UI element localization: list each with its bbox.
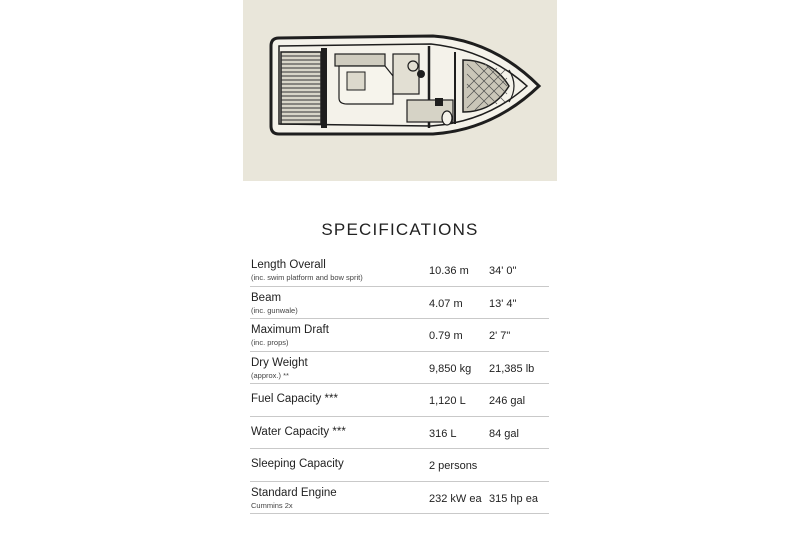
- spec-metric-value: 10.36 m: [429, 265, 469, 277]
- spec-label: Maximum Draft: [251, 324, 329, 336]
- spec-metric-value: 316 L: [429, 427, 457, 440]
- spec-imperial-value: 246 gal: [489, 395, 526, 407]
- spec-label: Dry Weight: [251, 356, 308, 369]
- spec-sublabel: (inc. props): [251, 338, 289, 347]
- spec-metric-value: 232 kW ea: [429, 492, 482, 505]
- spec-row: [250, 319, 549, 352]
- spec-row: [250, 254, 549, 287]
- boat-deck-plan: [243, 0, 557, 181]
- spec-sublabel: Cummins 2x: [251, 500, 293, 510]
- spec-sublabel: (approx.) **: [251, 370, 289, 380]
- spec-imperial-value: 21,385 lb: [489, 362, 535, 375]
- page-title: SPECIFICATIONS: [321, 220, 479, 239]
- spec-label: Sleeping Capacity: [251, 458, 344, 470]
- spec-row: [250, 482, 549, 515]
- spec-imperial-value: 34' 0": [489, 265, 517, 277]
- spec-imperial-value: 84 gal: [489, 427, 519, 440]
- spec-label: Water Capacity ***: [251, 425, 346, 438]
- spec-label: Beam: [251, 291, 282, 304]
- spec-sublabel: (inc. gunwale): [251, 305, 298, 315]
- spec-sublabel: (inc. swim platform and bow sprit): [251, 273, 363, 282]
- spec-metric-value: 9,850 kg: [429, 362, 472, 375]
- spec-label: Standard Engine: [251, 486, 337, 499]
- spec-row: [250, 449, 549, 482]
- spec-row: [250, 384, 549, 417]
- spec-row: [250, 352, 549, 385]
- spec-imperial-value: 315 hp ea: [489, 492, 538, 505]
- spec-metric-value: 4.07 m: [429, 297, 463, 310]
- spec-metric-value: 1,120 L: [429, 395, 466, 407]
- spec-row: [250, 287, 549, 320]
- spec-imperial-value: 2' 7": [489, 330, 511, 342]
- spec-metric-value: 2 persons: [429, 460, 478, 472]
- deck-plan-drawing: [243, 0, 557, 181]
- spec-label: Fuel Capacity ***: [251, 393, 338, 405]
- specifications-table: [250, 254, 549, 514]
- spec-imperial-value: 13' 4": [489, 297, 517, 310]
- spec-row: [250, 417, 549, 450]
- spec-metric-value: 0.79 m: [429, 330, 463, 342]
- spec-label: Length Overall: [251, 259, 326, 271]
